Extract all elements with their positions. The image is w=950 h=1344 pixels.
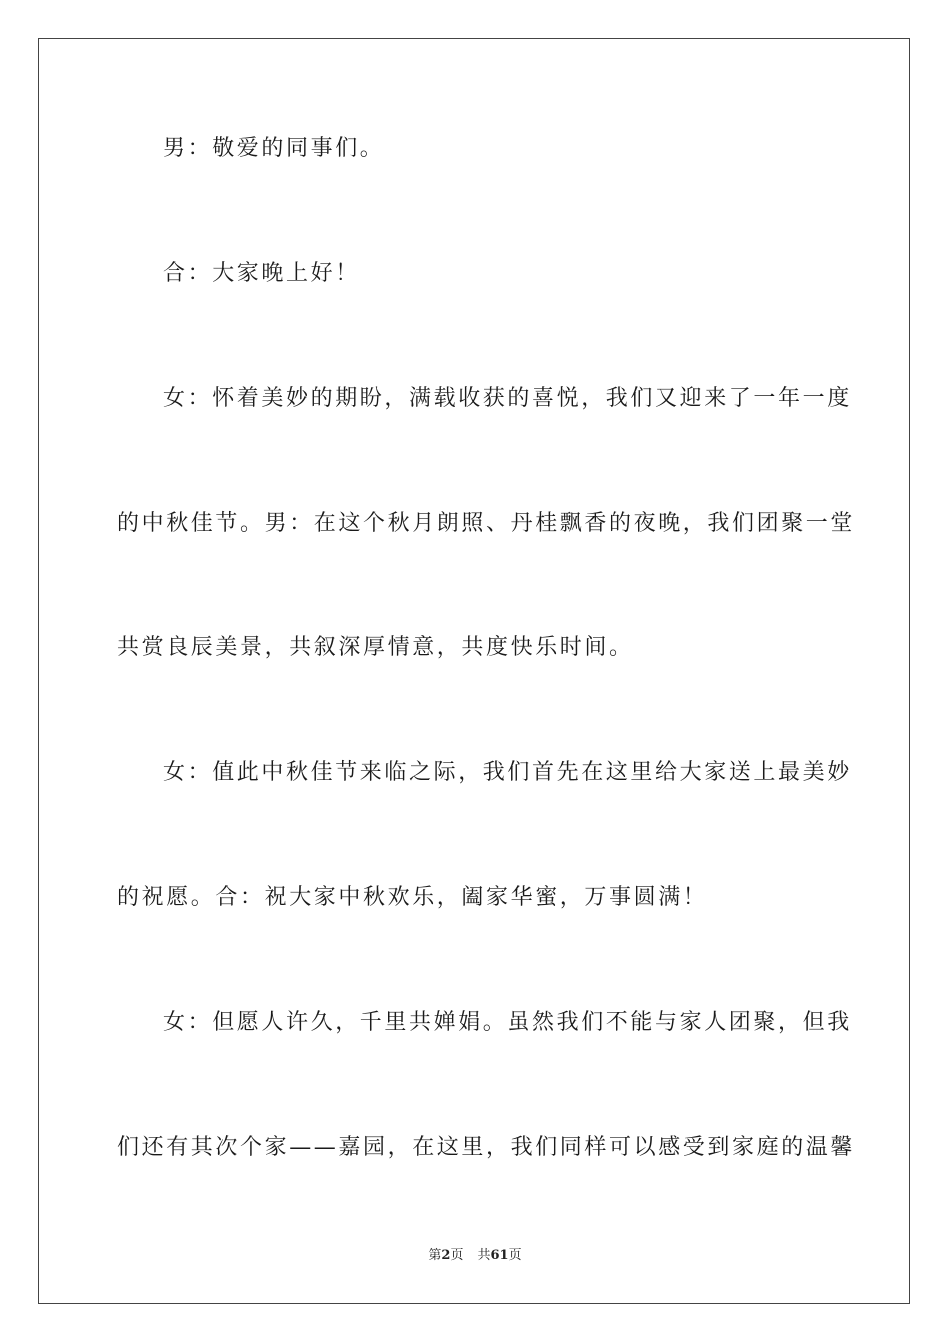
page-footer: [0, 1248, 950, 1264]
page-number: 2: [441, 1248, 451, 1263]
text-line: 女：值此中秋佳节来临之际，我们首先在这里给大家送上最美妙: [163, 760, 852, 785]
total-prefix: 共: [477, 1248, 491, 1263]
page-prefix: 第: [428, 1248, 442, 1263]
text-line: 女：但愿人许久，千里共婵娟。虽然我们不能与家人团聚，但我: [163, 1010, 852, 1035]
text-line: 女：怀着美妙的期盼，满载收获的喜悦，我们又迎来了一年一度: [163, 386, 852, 411]
text-line: 合：大家晚上好！: [163, 261, 360, 286]
text-line: 们还有其次个家——嘉园，在这里，我们同样可以感受到家庭的温馨: [117, 1135, 856, 1160]
total-suffix: 页: [508, 1248, 522, 1263]
text-line: 的祝愿。合：祝大家中秋欢乐，阖家华蜜，万事圆满！: [117, 885, 708, 910]
total-pages: 61: [490, 1248, 509, 1263]
text-line: 的中秋佳节。男：在这个秋月朗照、丹桂飘香的夜晚，我们团聚一堂: [117, 511, 856, 536]
text-line: 共赏良辰美景，共叙深厚情意，共度快乐时间。: [117, 635, 634, 660]
page-frame: [38, 38, 910, 1304]
text-line: 男：敬爱的同事们。: [163, 136, 385, 161]
page-suffix: 页: [450, 1248, 464, 1263]
